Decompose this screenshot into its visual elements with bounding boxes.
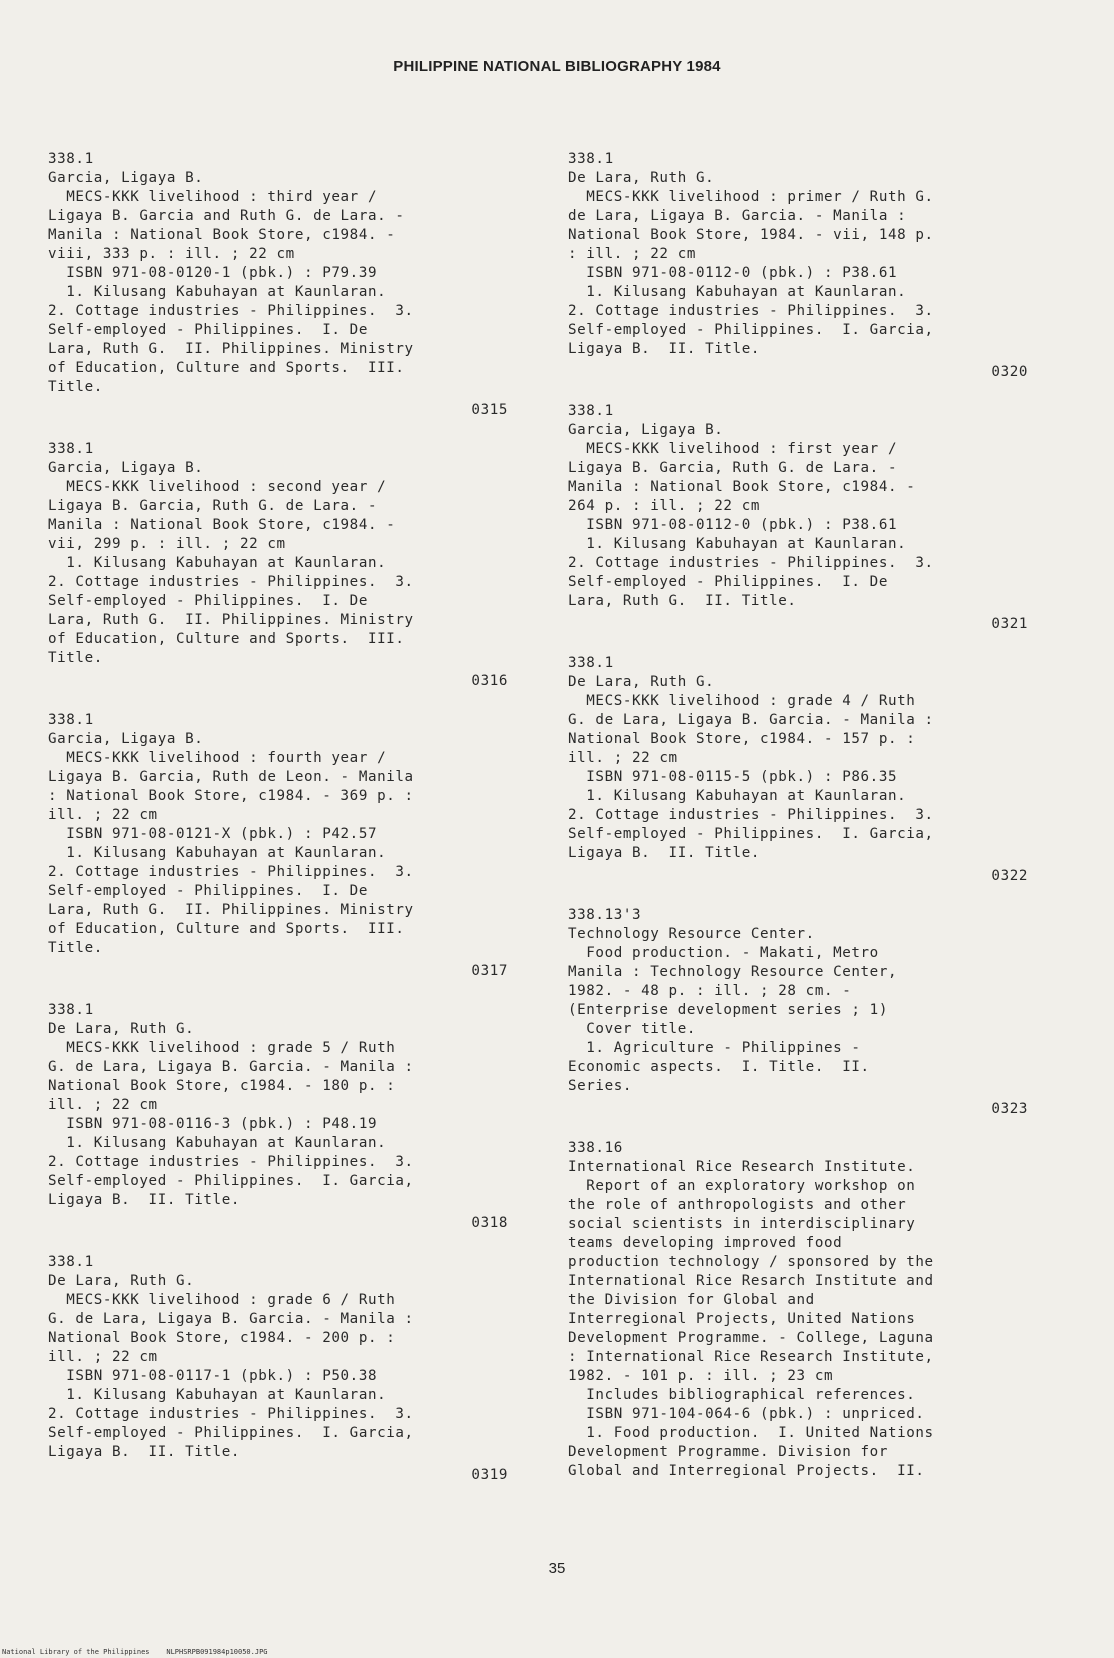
entry-line: 2. Cottage industries - Philippines. 3.: [48, 574, 414, 590]
call-number: 338.1: [48, 1002, 94, 1018]
entry-line: Title.: [48, 650, 103, 666]
entry-line: 2. Cottage industries - Philippines. 3.: [48, 1406, 414, 1422]
entry-line: Ligaya B. Garcia, Ruth G. de Lara. -: [568, 460, 898, 476]
entry-line: ill. ; 22 cm: [48, 1097, 158, 1113]
bibliography-entry: [48, 1253, 508, 1485]
entry-line: MECS-KKK livelihood : second year /: [48, 479, 387, 495]
entry-line: of Education, Culture and Sports. III.: [48, 631, 405, 647]
entry-line: G. de Lara, Ligaya B. Garcia. - Manila :: [568, 712, 934, 728]
bibliography-entry: [568, 654, 1028, 886]
entry-author: Garcia, Ligaya B.: [48, 731, 204, 747]
entry-line: Self-employed - Philippines. I. De: [48, 593, 368, 609]
entry-line: vii, 299 p. : ill. ; 22 cm: [48, 536, 286, 552]
entry-line: G. de Lara, Ligaya B. Garcia. - Manila :: [48, 1059, 414, 1075]
entry-line: 1. Kilusang Kabuhayan at Kaunlaran.: [48, 1135, 387, 1151]
entry-line: 1. Agriculture - Philippines -: [568, 1040, 861, 1056]
scan-footer: National Library of the Philippines NLPHSRPB091984p10050.JPG: [2, 1648, 268, 1656]
bibliography-entry: [48, 711, 508, 981]
entry-line: Self-employed - Philippines. I. De: [48, 322, 368, 338]
entry-line: National Book Store, c1984. - 180 p. :: [48, 1078, 396, 1094]
entry-number: 0323: [991, 1101, 1028, 1117]
entry-line: (Enterprise development series ; 1): [568, 1002, 888, 1018]
entry-line: Lara, Ruth G. II. Philippines. Ministry: [48, 341, 414, 357]
entry-line: 1. Food production. I. United Nations: [568, 1425, 934, 1441]
call-number: 338.1: [568, 403, 614, 419]
entry-line: Ligaya B. II. Title.: [48, 1444, 240, 1460]
entry-line: Ligaya B. Garcia and Ruth G. de Lara. -: [48, 208, 405, 224]
entry-author: De Lara, Ruth G.: [568, 170, 715, 186]
right-column: [568, 150, 1028, 1501]
entry-line: Title.: [48, 379, 103, 395]
entry-line: Cover title.: [568, 1021, 696, 1037]
entry-line: MECS-KKK livelihood : fourth year /: [48, 750, 387, 766]
entry-line: National Book Store, c1984. - 200 p. :: [48, 1330, 396, 1346]
entry-line: National Book Store, c1984. - 157 p. :: [568, 731, 916, 747]
bibliography-entry: [48, 440, 508, 691]
call-number: 338.13'3: [568, 907, 642, 923]
entry-line: Manila : National Book Store, c1984. -: [48, 517, 396, 533]
entry-number: 0320: [991, 364, 1028, 380]
entry-number: 0321: [991, 616, 1028, 632]
left-column: [48, 150, 508, 1505]
entry-line: ill. ; 22 cm: [48, 1349, 158, 1365]
entry-line: MECS-KKK livelihood : grade 5 / Ruth: [48, 1040, 396, 1056]
call-number: 338.1: [48, 1254, 94, 1270]
bibliography-entry: [48, 1001, 508, 1233]
entry-author: De Lara, Ruth G.: [568, 674, 715, 690]
entry-line: Report of an exploratory workshop on: [568, 1178, 916, 1194]
entry-author: International Rice Research Institute.: [568, 1159, 916, 1175]
entry-line: social scientists in interdisciplinary: [568, 1216, 916, 1232]
entry-number: 0316: [471, 673, 508, 689]
entry-line: Development Programme. Division for: [568, 1444, 888, 1460]
entry-line: 264 p. : ill. ; 22 cm: [568, 498, 760, 514]
entry-line: 2. Cottage industries - Philippines. 3.: [568, 555, 934, 571]
entry-author: De Lara, Ruth G.: [48, 1273, 195, 1289]
entry-line: MECS-KKK livelihood : primer / Ruth G.: [568, 189, 934, 205]
entry-line: Ligaya B. II. Title.: [568, 341, 760, 357]
entry-line: ill. ; 22 cm: [568, 750, 678, 766]
entry-line: 2. Cottage industries - Philippines. 3.: [48, 864, 414, 880]
entry-line: 1982. - 101 p. : ill. ; 23 cm: [568, 1368, 834, 1384]
entry-line: Manila : National Book Store, c1984. -: [568, 479, 916, 495]
entry-line: 2. Cottage industries - Philippines. 3.: [568, 807, 934, 823]
entry-line: Series.: [568, 1078, 632, 1094]
entry-line: 2. Cottage industries - Philippines. 3.: [48, 303, 414, 319]
entry-line: Includes bibliographical references.: [568, 1387, 916, 1403]
entry-line: ISBN 971-08-0115-5 (pbk.) : P86.35: [568, 769, 898, 785]
entry-line: 1. Kilusang Kabuhayan at Kaunlaran.: [48, 555, 387, 571]
call-number: 338.1: [48, 441, 94, 457]
entry-line: Ligaya B. II. Title.: [568, 845, 760, 861]
entry-line: Ligaya B. Garcia, Ruth G. de Lara. -: [48, 498, 378, 514]
entry-line: ISBN 971-08-0121-X (pbk.) : P42.57: [48, 826, 378, 842]
entry-number: 0322: [991, 868, 1028, 884]
call-number: 338.1: [568, 151, 614, 167]
entry-line: Global and Interregional Projects. II.: [568, 1463, 925, 1479]
entry-author: Garcia, Ligaya B.: [48, 460, 204, 476]
entry-line: Development Programme. - College, Laguna: [568, 1330, 934, 1346]
entry-line: 1. Kilusang Kabuhayan at Kaunlaran.: [48, 1387, 387, 1403]
bibliography-entry: [568, 402, 1028, 634]
entry-line: teams developing improved food: [568, 1235, 843, 1251]
entry-line: 2. Cottage industries - Philippines. 3.: [48, 1154, 414, 1170]
entry-line: Ligaya B. Garcia, Ruth de Leon. - Manila: [48, 769, 414, 785]
entry-line: MECS-KKK livelihood : grade 4 / Ruth: [568, 693, 916, 709]
entry-line: Manila : National Book Store, c1984. -: [48, 227, 396, 243]
entry-line: de Lara, Ligaya B. Garcia. - Manila :: [568, 208, 907, 224]
entry-line: International Rice Resarch Institute and: [568, 1273, 934, 1289]
entry-line: Self-employed - Philippines. I. De: [568, 574, 888, 590]
entry-line: Manila : Technology Resource Center,: [568, 964, 898, 980]
entry-line: of Education, Culture and Sports. III.: [48, 921, 405, 937]
call-number: 338.1: [48, 151, 94, 167]
entry-line: MECS-KKK livelihood : first year /: [568, 441, 898, 457]
entry-line: Interregional Projects, United Nations: [568, 1311, 916, 1327]
entry-line: Economic aspects. I. Title. II.: [568, 1059, 870, 1075]
entry-line: 2. Cottage industries - Philippines. 3.: [568, 303, 934, 319]
entry-number: 0315: [471, 402, 508, 418]
entry-line: G. de Lara, Ligaya B. Garcia. - Manila :: [48, 1311, 414, 1327]
entry-author: Garcia, Ligaya B.: [568, 422, 724, 438]
entry-author: De Lara, Ruth G.: [48, 1021, 195, 1037]
entry-line: 1. Kilusang Kabuhayan at Kaunlaran.: [568, 788, 907, 804]
entry-line: Self-employed - Philippines. I. De: [48, 883, 368, 899]
bibliography-entry: [568, 1139, 1028, 1481]
call-number: 338.1: [568, 655, 614, 671]
page-title: PHILIPPINE NATIONAL BIBLIOGRAPHY 1984: [393, 58, 721, 75]
entry-line: MECS-KKK livelihood : grade 6 / Ruth: [48, 1292, 396, 1308]
entry-line: ISBN 971-08-0120-1 (pbk.) : P79.39: [48, 265, 378, 281]
entry-line: : ill. ; 22 cm: [568, 246, 696, 262]
bibliography-entry: [48, 150, 508, 420]
entry-line: Lara, Ruth G. II. Philippines. Ministry: [48, 902, 414, 918]
entry-line: ISBN 971-08-0117-1 (pbk.) : P50.38: [48, 1368, 378, 1384]
entry-author: Garcia, Ligaya B.: [48, 170, 204, 186]
entry-line: Self-employed - Philippines. I. Garcia,: [48, 1173, 414, 1189]
entry-number: 0319: [471, 1467, 508, 1483]
entry-author: Technology Resource Center.: [568, 926, 815, 942]
entry-line: ISBN 971-08-0112-0 (pbk.) : P38.61: [568, 265, 898, 281]
entry-line: Title.: [48, 940, 103, 956]
entry-line: 1. Kilusang Kabuhayan at Kaunlaran.: [48, 284, 387, 300]
entry-number: 0318: [471, 1215, 508, 1231]
entry-line: National Book Store, 1984. - vii, 148 p.: [568, 227, 934, 243]
entry-line: MECS-KKK livelihood : third year /: [48, 189, 378, 205]
entry-line: production technology / sponsored by the: [568, 1254, 934, 1270]
page-number: 35: [548, 1560, 566, 1577]
entry-line: ISBN 971-08-0112-0 (pbk.) : P38.61: [568, 517, 898, 533]
entry-line: Self-employed - Philippines. I. Garcia,: [48, 1425, 414, 1441]
entry-line: 1982. - 48 p. : ill. ; 28 cm. -: [568, 983, 852, 999]
entry-line: Food production. - Makati, Metro: [568, 945, 879, 961]
entry-line: the Division for Global and: [568, 1292, 815, 1308]
call-number: 338.16: [568, 1140, 623, 1156]
entry-line: 1. Kilusang Kabuhayan at Kaunlaran.: [568, 284, 907, 300]
entry-number: 0317: [471, 963, 508, 979]
entry-line: ISBN 971-104-064-6 (pbk.) : unpriced.: [568, 1406, 925, 1422]
entry-line: Self-employed - Philippines. I. Garcia,: [568, 322, 934, 338]
bibliography-entry: [568, 906, 1028, 1119]
entry-line: Self-employed - Philippines. I. Garcia,: [568, 826, 934, 842]
entry-line: of Education, Culture and Sports. III.: [48, 360, 405, 376]
entry-line: ill. ; 22 cm: [48, 807, 158, 823]
entry-line: 1. Kilusang Kabuhayan at Kaunlaran.: [568, 536, 907, 552]
entry-line: 1. Kilusang Kabuhayan at Kaunlaran.: [48, 845, 387, 861]
entry-line: ISBN 971-08-0116-3 (pbk.) : P48.19: [48, 1116, 378, 1132]
call-number: 338.1: [48, 712, 94, 728]
entry-line: : International Rice Research Institute,: [568, 1349, 934, 1365]
entry-line: : National Book Store, c1984. - 369 p. :: [48, 788, 414, 804]
entry-line: Lara, Ruth G. II. Title.: [568, 593, 797, 609]
bibliography-entry: [568, 150, 1028, 382]
entry-line: Ligaya B. II. Title.: [48, 1192, 240, 1208]
entry-line: the role of anthropologists and other: [568, 1197, 907, 1213]
entry-line: viii, 333 p. : ill. ; 22 cm: [48, 246, 295, 262]
entry-line: Lara, Ruth G. II. Philippines. Ministry: [48, 612, 414, 628]
